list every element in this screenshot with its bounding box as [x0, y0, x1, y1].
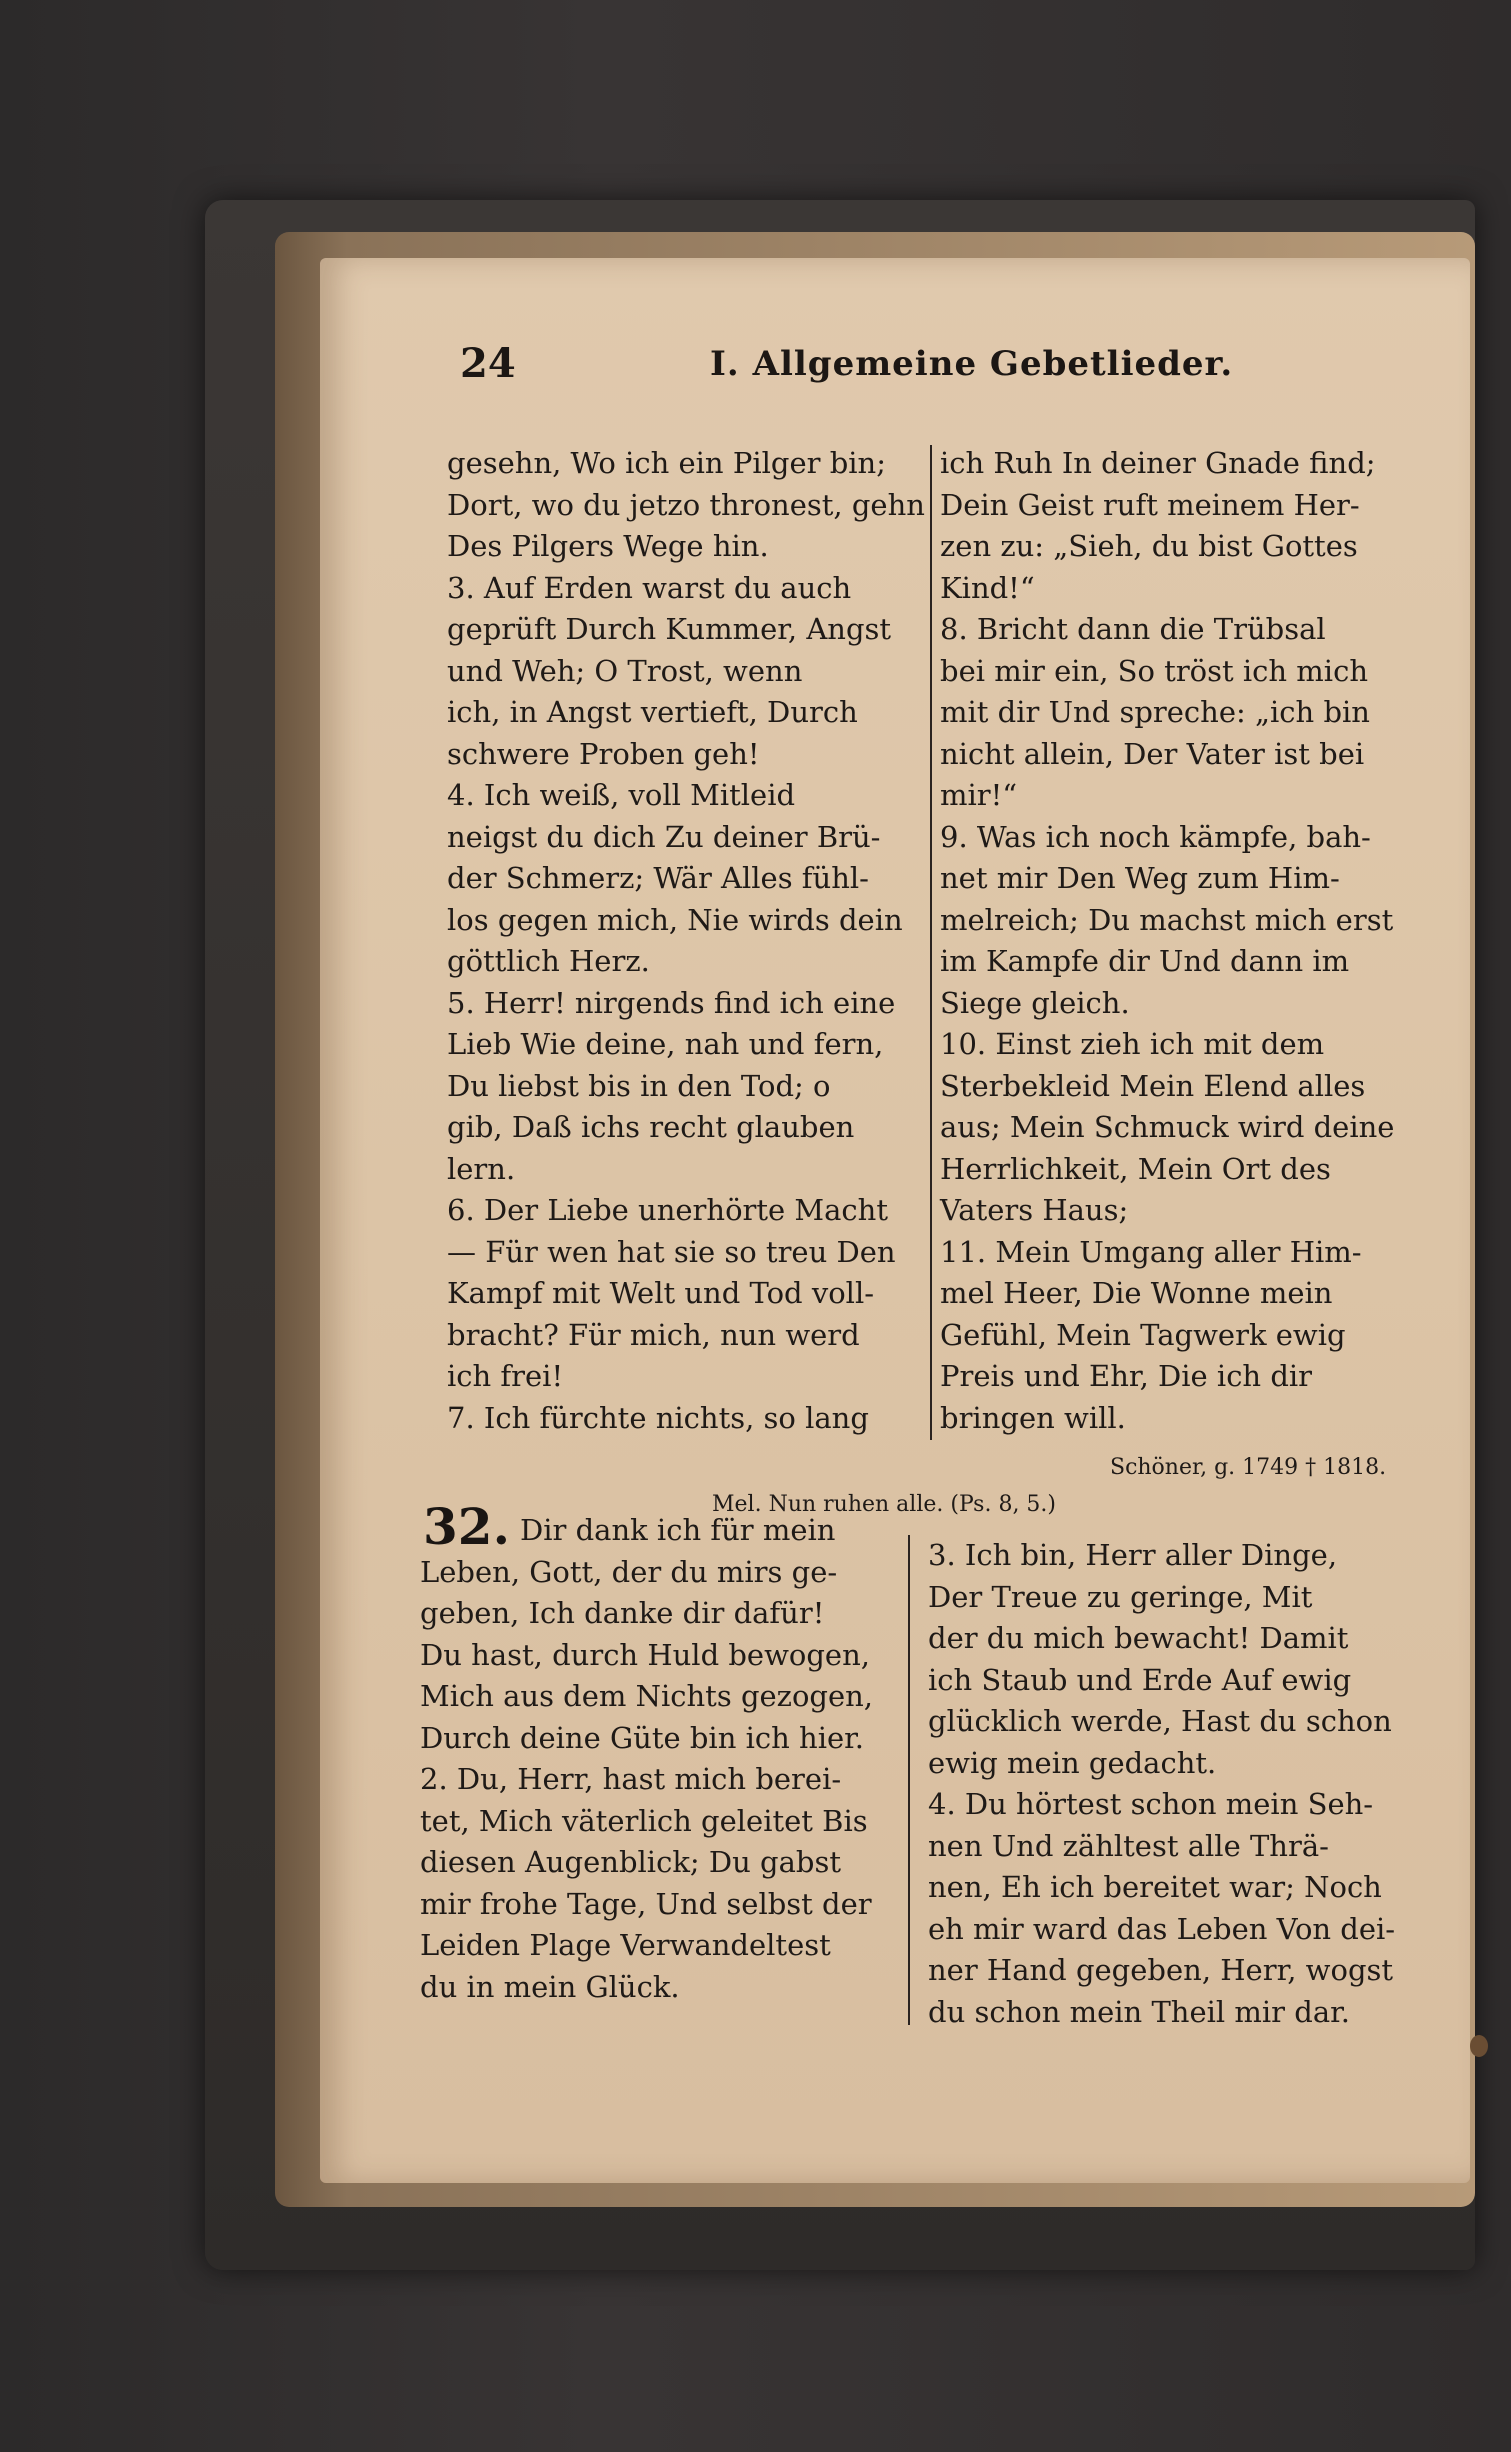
text-line: Dir dank ich für mein — [520, 1513, 836, 1547]
text-line: Kampf mit Welt und Tod voll- — [447, 1276, 875, 1310]
text-line: zen zu: „Sieh, du bist Gottes — [940, 529, 1358, 563]
text-line: der Schmerz; Wär Alles fühl- — [447, 861, 869, 895]
text-line: gib, Daß ichs recht glauben — [447, 1110, 855, 1144]
text-line: ich Staub und Erde Auf ewig — [928, 1662, 1352, 1697]
text-line: du schon mein Theil mir dar. — [928, 1994, 1351, 2029]
text-line: Mich aus dem Nichts gezogen, — [420, 1679, 874, 1713]
text-line: Lieb Wie deine, nah und fern, — [447, 1027, 884, 1061]
text-line: eh mir ward das Leben Von dei- — [928, 1911, 1396, 1946]
top-left-column — [447, 443, 927, 1439]
text-line: Preis und Ehr, Die ich dir — [940, 1359, 1313, 1393]
text-line: 8. Bricht dann die Trübsal — [940, 612, 1326, 646]
text-line: Siege gleich. — [940, 985, 1130, 1020]
text-line: Herrlichkeit, Mein Ort des — [940, 1151, 1331, 1186]
text-line: aus; Mein Schmuck wird deine — [940, 1110, 1395, 1144]
text-line: — Für wen hat sie so treu Den — [447, 1234, 896, 1269]
text-line: Gefühl, Mein Tagwerk ewig — [940, 1317, 1346, 1352]
text-line: Du hast, durch Huld bewogen, — [420, 1637, 870, 1672]
text-line: Kind!“ — [940, 570, 1035, 605]
text-line: net mir Den Weg zum Him- — [940, 861, 1340, 895]
text-line: nen Und zähltest alle Thrä- — [928, 1828, 1329, 1863]
melody-note: Mel. Nun ruhen alle. (Ps. 8, 5.) — [712, 1492, 1057, 1517]
text-line: lern. — [447, 1151, 516, 1186]
text-line: du in mein Glück. — [420, 1969, 680, 2004]
text-line: 2. Du, Herr, hast mich berei- — [420, 1762, 842, 1796]
text-line: Leben, Gott, der du mirs ge- — [420, 1554, 838, 1589]
text-line: 4. Du hörtest schon mein Seh- — [928, 1787, 1374, 1821]
text-line: Der Treue zu geringe, Mit — [928, 1579, 1313, 1614]
text-line: geprüft Durch Kummer, Angst — [447, 612, 892, 646]
hymn-number: 32. — [423, 1497, 510, 1556]
text-line: bracht? Für mich, nun werd — [447, 1317, 860, 1352]
text-line: ich, in Angst vertieft, Durch — [447, 695, 858, 729]
text-line: ner Hand gegeben, Herr, wogst — [928, 1953, 1394, 1987]
text-line: göttlich Herz. — [447, 944, 650, 978]
text-line: mir frohe Tage, Und selbst der — [420, 1886, 872, 1921]
text-line: melreich; Du machst mich erst — [940, 902, 1394, 937]
text-line: glücklich werde, Hast du schon — [928, 1704, 1392, 1738]
text-line: neigst du dich Zu deiner Brü- — [447, 819, 881, 854]
text-line: diesen Augenblick; Du gabst — [420, 1845, 841, 1879]
text-line: mit dir Und spreche: „ich bin — [940, 695, 1370, 729]
text-line: 10. Einst zieh ich mit dem — [940, 1027, 1325, 1061]
top-right-column — [940, 443, 1430, 1439]
text-line: Dort, wo du jetzo thronest, gehn — [447, 487, 925, 522]
text-line: gesehn, Wo ich ein Pilger bin; — [447, 446, 886, 480]
text-line: Sterbekleid Mein Elend alles — [940, 1068, 1366, 1103]
text-line: Du liebst bis in den Tod; o — [447, 1068, 831, 1103]
text-line: Leiden Plage Verwandeltest — [420, 1928, 831, 1962]
text-line: ewig mein gedacht. — [928, 1745, 1217, 1780]
paper-stain — [1470, 2035, 1488, 2057]
bottom-right-column — [928, 1535, 1418, 2033]
hymn-author: Schöner, g. 1749 † 1818. — [1110, 1455, 1387, 1480]
running-title: I. Allgemeine Gebetlieder. — [710, 344, 1234, 384]
text-line: schwere Proben geh! — [447, 736, 760, 771]
text-line: los gegen mich, Nie wirds dein — [447, 902, 903, 937]
text-line: bei mir ein, So tröst ich mich — [940, 653, 1369, 688]
text-line: 3. Ich bin, Herr aller Dinge, — [928, 1538, 1338, 1572]
text-line: mel Heer, Die Wonne mein — [940, 1276, 1333, 1310]
text-line: nen, Eh ich bereitet war; Noch — [928, 1870, 1382, 1904]
text-line: der du mich bewacht! Damit — [928, 1621, 1349, 1655]
text-line: 5. Herr! nirgends find ich eine — [447, 985, 896, 1020]
text-line: ich frei! — [447, 1359, 564, 1393]
text-line: 7. Ich fürchte nichts, so lang — [447, 1400, 869, 1435]
text-line: 6. Der Liebe unerhörte Macht — [447, 1193, 888, 1227]
column-divider — [930, 445, 932, 1440]
page-number: 24 — [460, 340, 516, 387]
text-line: 9. Was ich noch kämpfe, bah- — [940, 819, 1371, 854]
text-line: und Weh; O Trost, wenn — [447, 653, 803, 688]
column-divider — [908, 1535, 910, 2025]
text-line: Durch deine Güte bin ich hier. — [420, 1720, 865, 1755]
bottom-left-column — [420, 1510, 910, 2008]
text-line: bringen will. — [940, 1400, 1126, 1435]
text-line: Dein Geist ruft meinem Her- — [940, 487, 1360, 522]
text-line: Des Pilgers Wege hin. — [447, 529, 769, 563]
text-line: nicht allein, Der Vater ist bei — [940, 736, 1365, 771]
text-line: 11. Mein Umgang aller Him- — [940, 1234, 1362, 1269]
page-header — [460, 340, 1234, 400]
text-line: Vaters Haus; — [940, 1193, 1129, 1227]
text-line: geben, Ich danke dir dafür! — [420, 1596, 825, 1630]
text-line: mir!“ — [940, 778, 1018, 812]
text-line: im Kampfe dir Und dann im — [940, 944, 1350, 978]
text-line: 4. Ich weiß, voll Mitleid — [447, 778, 796, 812]
text-line: 3. Auf Erden warst du auch — [447, 570, 852, 605]
text-line: tet, Mich väterlich geleitet Bis — [420, 1803, 868, 1838]
text-line: ich Ruh In deiner Gnade find; — [940, 446, 1376, 480]
